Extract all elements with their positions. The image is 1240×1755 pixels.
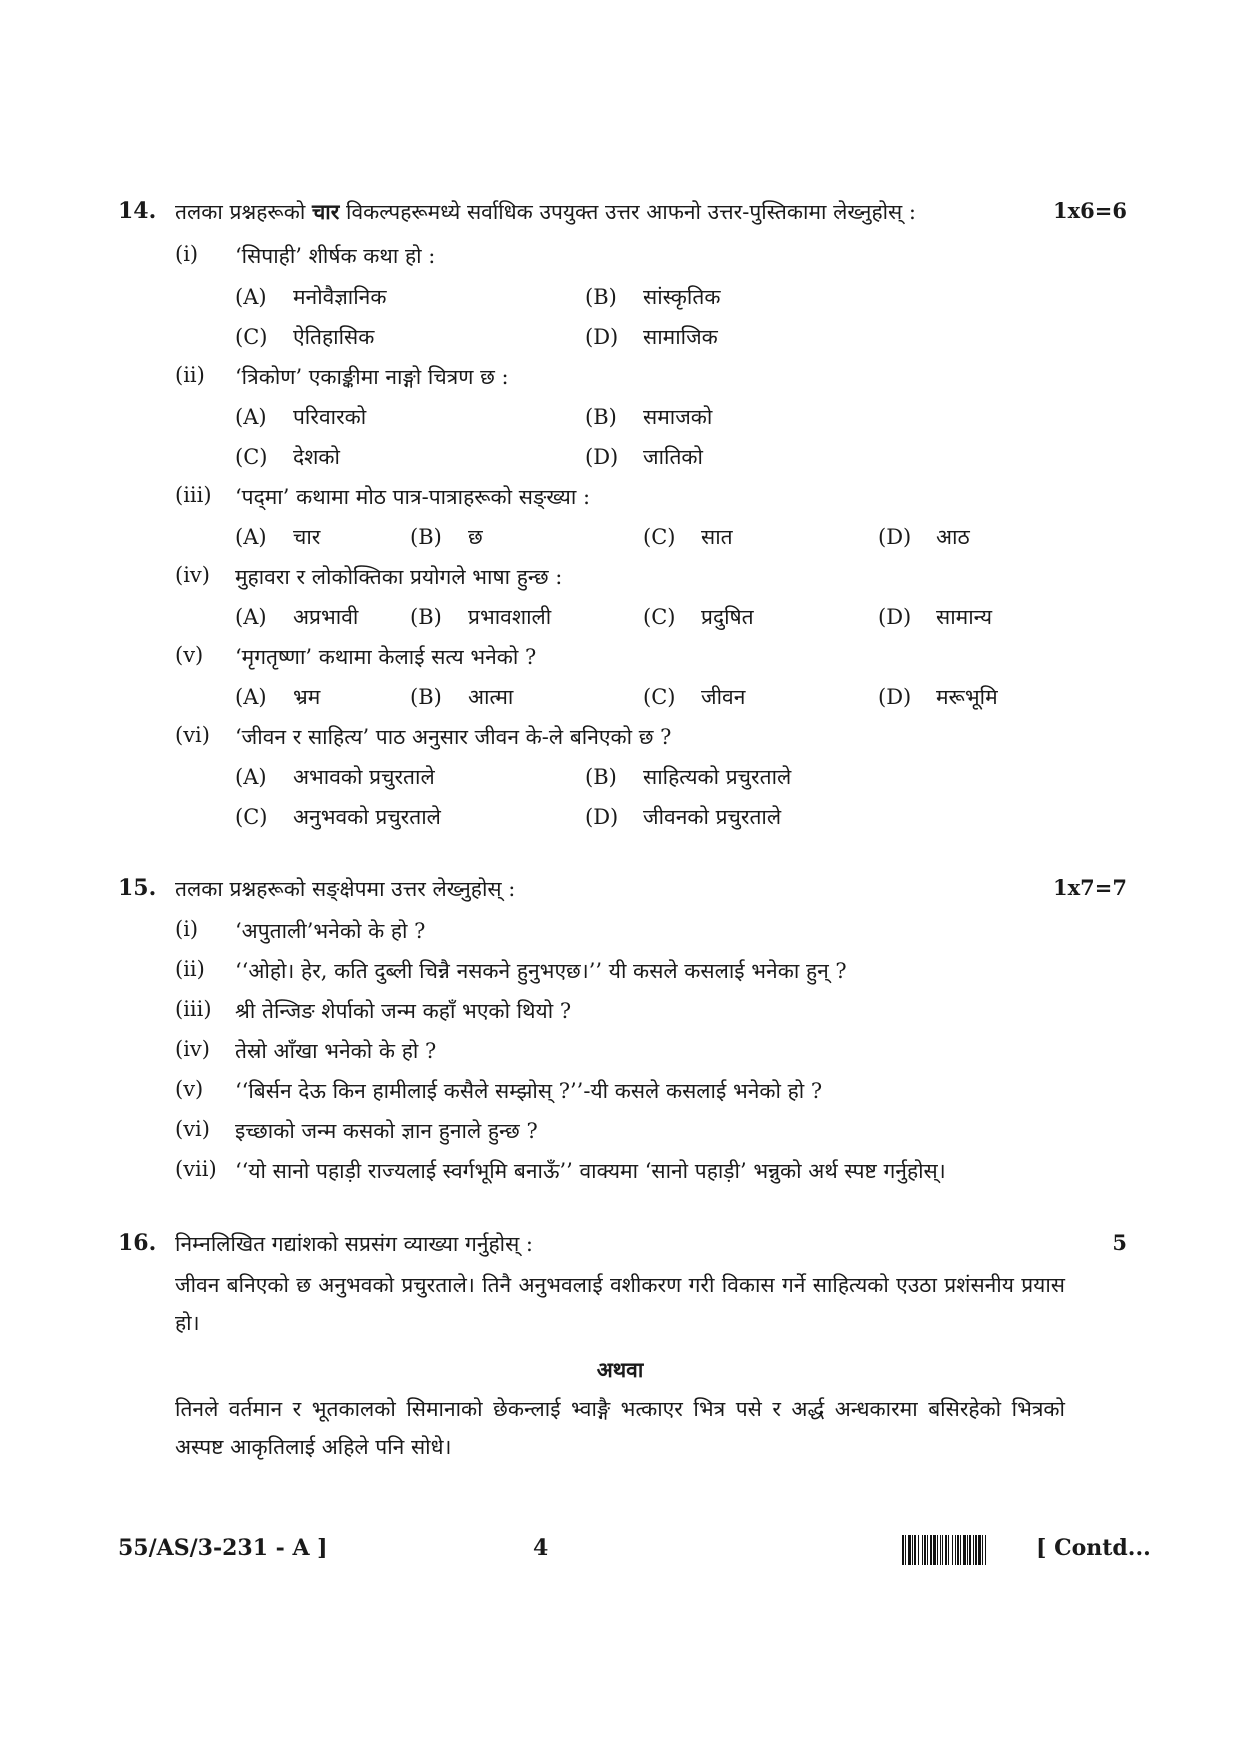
option-label: (A): [235, 405, 267, 429]
q14-item-number: (v): [175, 643, 204, 667]
option-text: आत्मा: [468, 685, 514, 709]
option-label: (B): [585, 765, 617, 789]
option-label: (A): [235, 685, 267, 709]
option-label: (D): [878, 525, 912, 549]
option-text: ऐतिहासिक: [293, 325, 375, 349]
q14-option: [585, 443, 703, 471]
option-text: भ्रम: [293, 685, 321, 709]
q14-option: [585, 323, 718, 351]
q14-option: [235, 283, 386, 311]
q14-marks: 1x6=6: [1053, 198, 1127, 223]
q14-prompt-part1: तलका प्रश्नहरूको: [175, 200, 312, 224]
option-label: (B): [410, 685, 442, 709]
q15-item-text: इच्छाको जन्म कसको ज्ञान हुनाले हुन्छ ?: [235, 1119, 538, 1143]
q14-item-number: (i): [175, 242, 199, 266]
option-label: (D): [585, 325, 619, 349]
option-label: (D): [878, 605, 912, 629]
q14-item-number: (iv): [175, 563, 210, 587]
option-label: (B): [410, 605, 442, 629]
q14-option: [235, 323, 374, 351]
q15-item-number: (iii): [175, 997, 212, 1021]
q15-item-text: ‘‘ओहो। हेर, कति दुब्ली चिन्नै नसकने हुनुभएछ।’’ यी कसले कसलाई भनेका हुन् ?: [235, 959, 847, 983]
q14-option: [585, 403, 712, 431]
q15-item-text: ‘अपुताली’भनेको के हो ?: [235, 919, 426, 943]
option-label: (D): [585, 805, 619, 829]
q14-item-number: (vi): [175, 723, 210, 747]
q14-option: [643, 523, 733, 551]
q14-option: [410, 683, 513, 711]
q15-number: 15.: [118, 875, 157, 901]
q15-item-number: (i): [175, 917, 199, 941]
paper-code: 55/AS/3-231 - A ]: [118, 1535, 328, 1561]
q14-option: [585, 283, 720, 311]
option-text: आठ: [936, 525, 970, 549]
contd-label: [ Contd...: [1036, 1535, 1151, 1561]
option-label: (B): [585, 285, 617, 309]
option-text: सांस्कृतिक: [643, 285, 721, 309]
or-divider: अथवा: [596, 1357, 644, 1382]
q15-item-number: (vi): [175, 1117, 210, 1141]
option-label: (A): [235, 525, 267, 549]
q15-item-number: (vii): [175, 1157, 217, 1181]
q14-option: [235, 803, 441, 831]
option-text: अनुभवको प्रचुरताले: [293, 805, 441, 829]
q14-number: 14.: [118, 198, 157, 224]
q14-option: [643, 603, 754, 631]
option-label: (C): [643, 605, 676, 629]
option-text: मनोवैज्ञानिक: [293, 285, 387, 309]
q14-option: [235, 523, 320, 551]
option-text: सामाजिक: [643, 325, 718, 349]
option-text: देशको: [293, 445, 340, 469]
q14-option: [235, 683, 320, 711]
q14-option: [235, 403, 366, 431]
q15-item-text: श्री तेन्जिङ शेर्पाको जन्म कहाँ भएको थियो ?: [235, 999, 572, 1023]
option-text: साहित्यको प्रचुरताले: [643, 765, 792, 789]
q15-marks: 1x7=7: [1053, 875, 1127, 900]
q15-item-text: ‘‘यो सानो पहाड़ी राज्यलाई स्वर्गभूमि बनाऊँ’’ वाक्यमा ‘सानो पहाड़ी’ भन्नुको अर्थ स्पष्ट गर्नुहोस्।: [235, 1159, 946, 1183]
q15-item-number: (iv): [175, 1037, 210, 1061]
option-text: परिवारको: [293, 405, 367, 429]
option-text: प्रभावशाली: [468, 605, 552, 629]
option-label: (C): [643, 525, 676, 549]
q14-item-text: मुहावरा र लोकोक्तिका प्रयोगले भाषा हुन्छ :: [235, 565, 563, 589]
q14-option: [878, 683, 998, 711]
q14-option: [585, 763, 791, 791]
q16-number: 16.: [118, 1230, 157, 1256]
q14-item-text: ‘मृगतृष्णा’ कथामा केलाई सत्य भनेको ?: [235, 645, 537, 669]
q14-item-text: ‘जीवन र साहित्य’ पाठ अनुसार जीवन के-ले बनिएको छ ?: [235, 725, 672, 749]
q15-item-text: तेस्रो आँखा भनेको के हो ?: [235, 1039, 437, 1063]
option-text: जातिको: [643, 445, 703, 469]
option-label: (D): [878, 685, 912, 709]
q14-item-text: ‘पद्‌मा’ कथामा मोठ पात्र-पात्राहरूको सङ्ख्या :: [235, 485, 591, 509]
q15-prompt: तलका प्रश्नहरूको सङ्क्षेपमा उत्तर लेख्नुहोस् :: [175, 877, 516, 901]
option-text: छ: [468, 525, 483, 549]
q14-option: [410, 603, 551, 631]
q16-prompt: निम्नलिखित गद्यांशको सप्रसंग व्याख्या गर्नुहोस् :: [175, 1232, 534, 1256]
q14-prompt: [175, 198, 916, 226]
option-text: मरूभूमि: [936, 685, 998, 709]
q14-prompt-bold: चार: [311, 199, 340, 224]
option-text: चार: [293, 525, 321, 549]
q15-item-number: (v): [175, 1077, 204, 1101]
option-text: अभावको प्रचुरताले: [293, 765, 435, 789]
option-label: (B): [410, 525, 442, 549]
option-label: (C): [235, 805, 268, 829]
q14-option: [235, 603, 358, 631]
q14-item-number: (ii): [175, 363, 205, 387]
q14-item-text: ‘त्रिकोण’ एकाङ्कीमा नाङ्गो चित्रण छ :: [235, 365, 509, 389]
option-label: (B): [585, 405, 617, 429]
q14-item-number: (iii): [175, 483, 212, 507]
q14-item-text: ‘सिपाही’ शीर्षक कथा हो :: [235, 244, 436, 268]
q14-prompt-part2: विकल्पहरूमध्ये सर्वाधिक उपयुक्त उत्तर आफनो उत्तर-पुस्तिकामा लेख्नुहोस् :: [339, 200, 916, 224]
option-text: जीवनको प्रचुरताले: [643, 805, 782, 829]
q16-passage: जीवन बनिएको छ अनुभवको प्रचुरताले। तिनै अनुभवलाई वशीकरण गरी विकास गर्ने साहित्यको एउठा प्रशंसनीय प्रयास हो।: [175, 1273, 1065, 1335]
q14-option: [643, 683, 745, 711]
option-text: सामान्य: [936, 605, 993, 629]
barcode: [902, 1535, 1030, 1565]
q14-option: [410, 523, 483, 551]
q14-option: [585, 803, 781, 831]
q14-option: [878, 523, 970, 551]
q15-item-number: (ii): [175, 957, 205, 981]
option-text: समाजको: [643, 405, 713, 429]
option-label: (D): [585, 445, 619, 469]
option-label: (C): [643, 685, 676, 709]
q14-option: [878, 603, 992, 631]
option-label: (A): [235, 285, 267, 309]
q16-passage-alt: तिनले वर्तमान र भूतकालको सिमानाको छेकन्लाई भ्वाङ्गै भत्काएर भित्र पसे र अर्द्ध अन्धकारमा बसिरहेको भित्रको अस्पष्ट आकृतिलाई अहिले पनि सोधे।: [175, 1397, 1065, 1459]
option-text: सात: [701, 525, 733, 549]
option-text: अप्रभावी: [293, 605, 359, 629]
option-text: प्रदुषित: [701, 605, 754, 629]
q16-marks: 5: [1112, 1230, 1127, 1255]
q15-item-text: ‘‘बिर्सन देऊ किन हामीलाई कसैले सम्झोस् ?’’-यी कसले कसलाई भनेको हो ?: [235, 1079, 823, 1103]
option-label: (A): [235, 605, 267, 629]
option-label: (A): [235, 765, 267, 789]
page-number: 4: [533, 1535, 549, 1561]
option-label: (C): [235, 325, 268, 349]
q14-option: [235, 443, 340, 471]
option-text: जीवन: [701, 685, 746, 709]
q14-option: [235, 763, 435, 791]
option-label: (C): [235, 445, 268, 469]
